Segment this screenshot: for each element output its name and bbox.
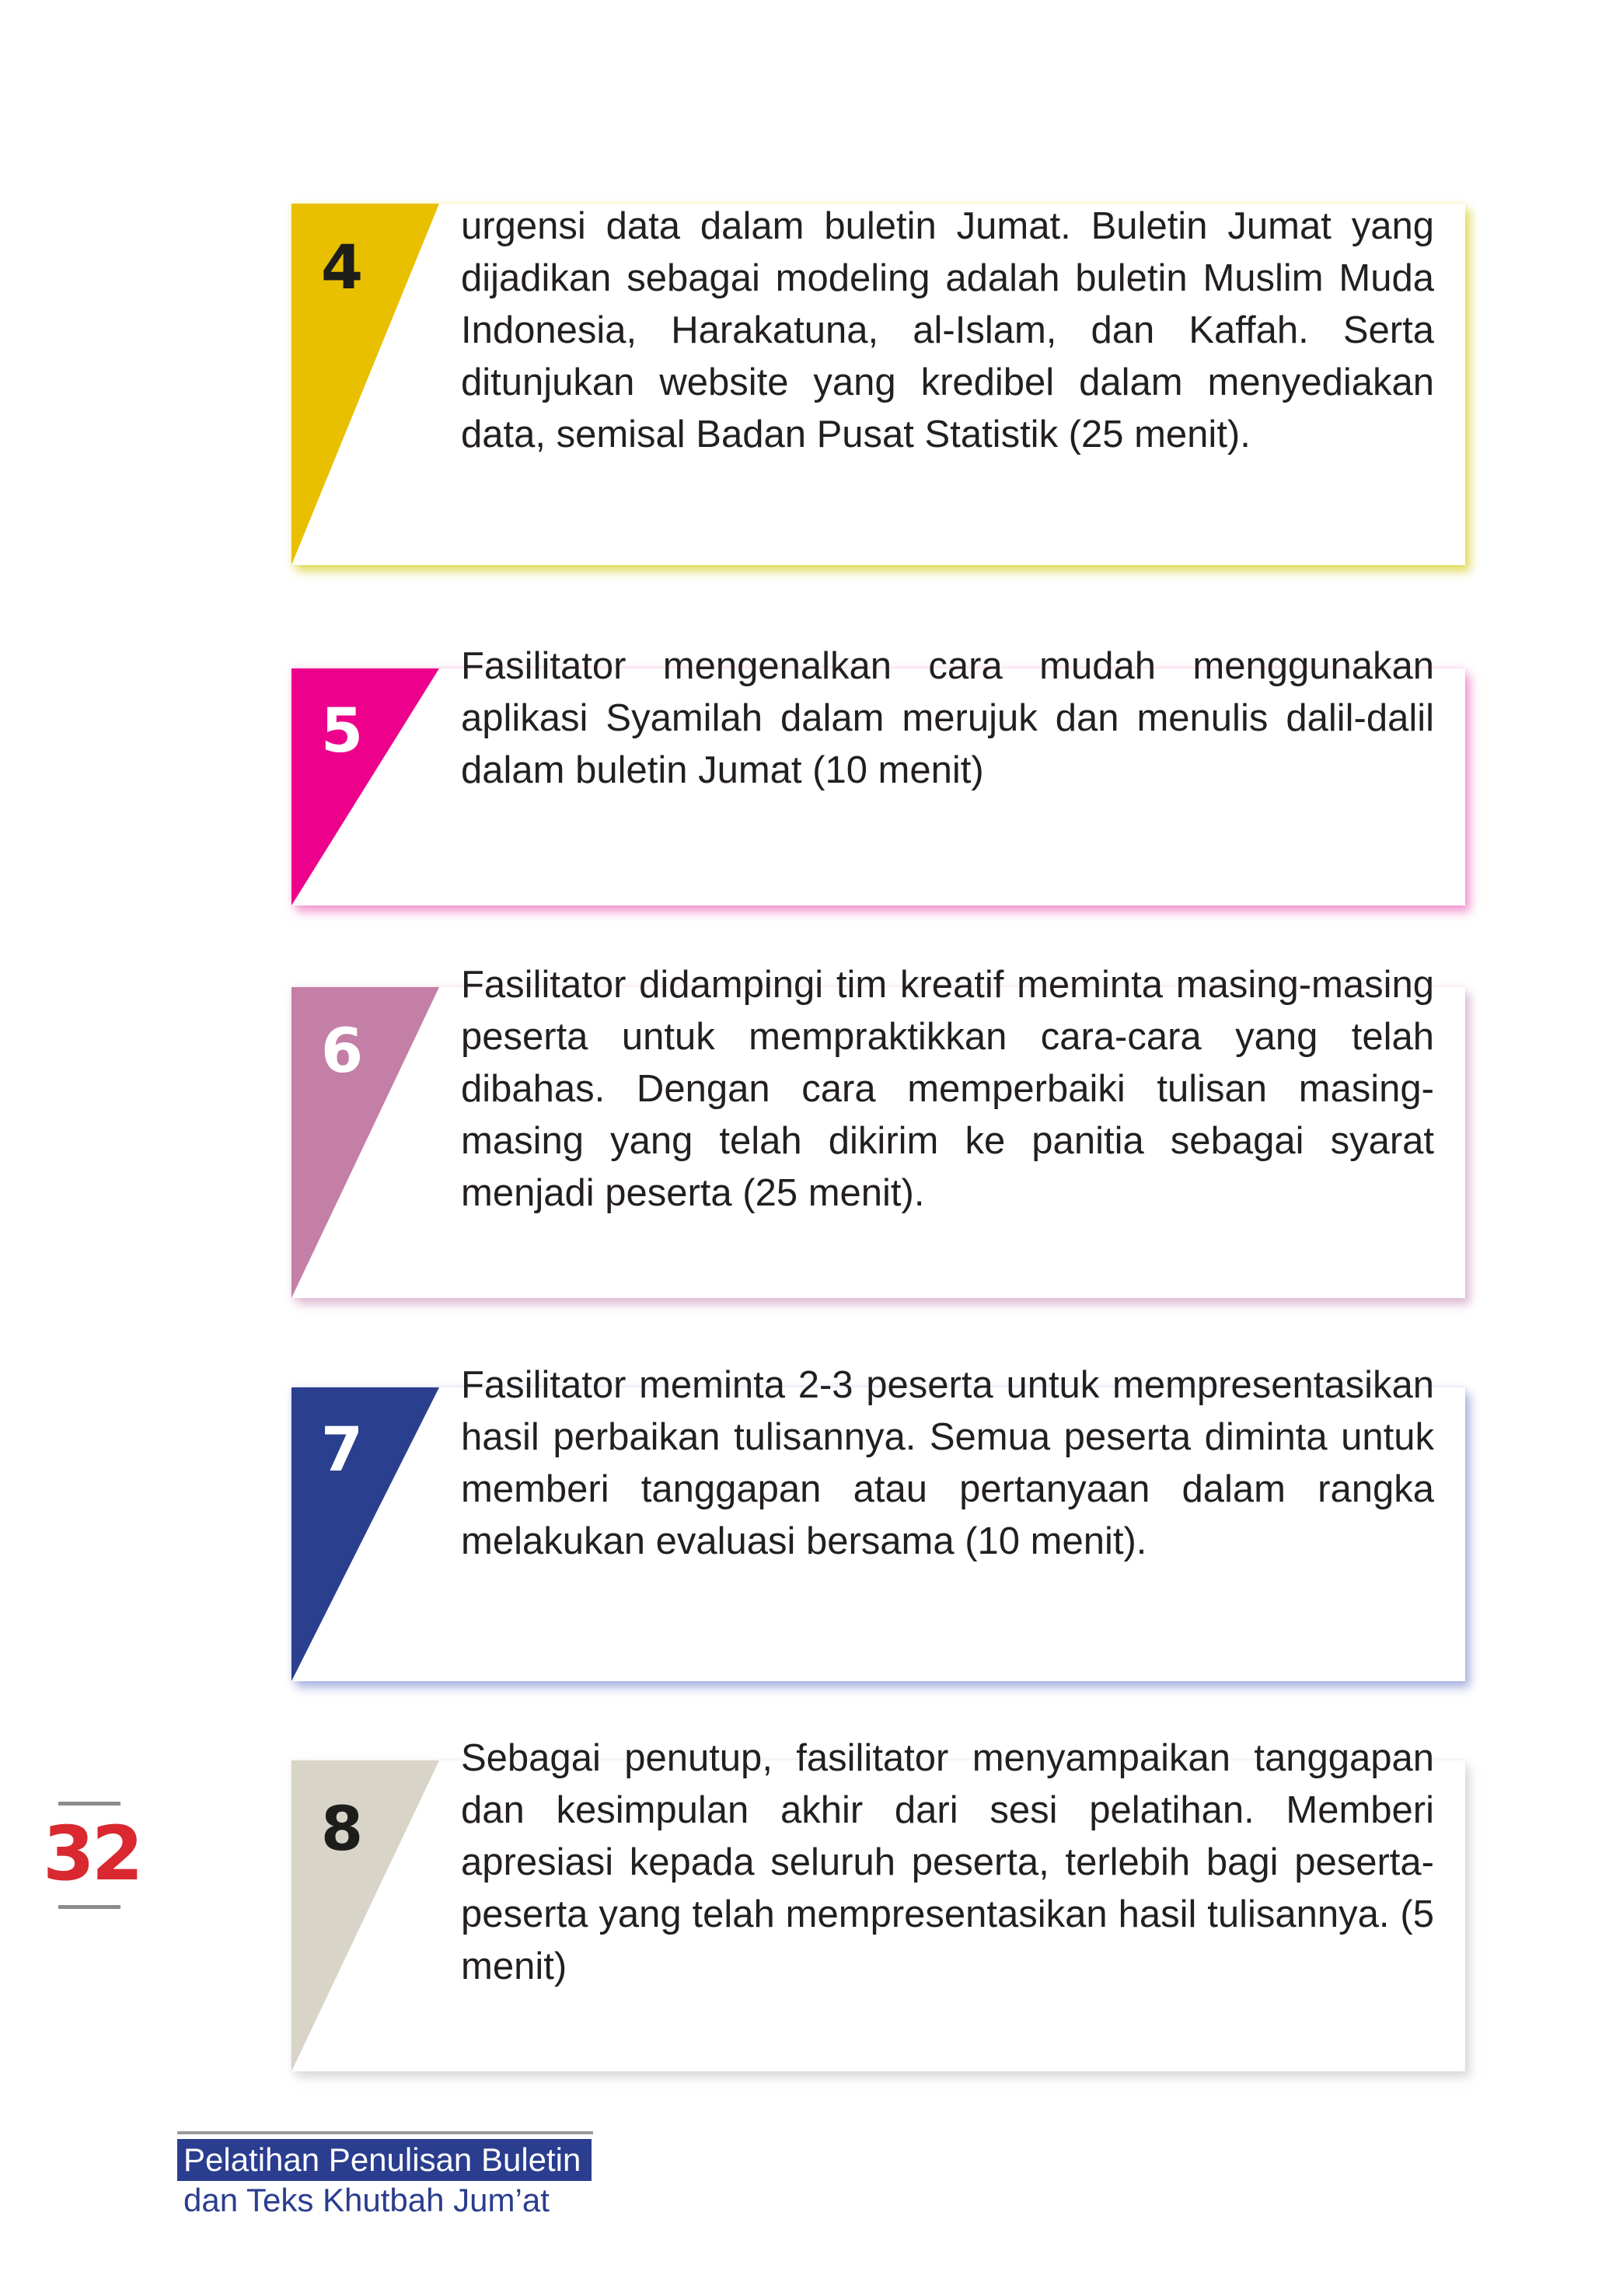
step-card-6	[291, 964, 1465, 1298]
step-number: 7	[320, 1415, 364, 1485]
step-number: 4	[320, 233, 364, 303]
step-card-5	[291, 645, 1465, 905]
footer-line-1: Pelatihan Penulisan Buletin	[177, 2139, 592, 2181]
page-number	[43, 1802, 141, 1909]
step-card-7	[291, 1364, 1465, 1681]
page-number-value: 32	[43, 1810, 141, 1897]
step-card-4	[291, 204, 1465, 565]
footer-title	[177, 2131, 593, 2220]
divider	[58, 1802, 120, 1806]
step-number: 5	[320, 696, 364, 766]
footer-line-2: dan Teks Khutbah Jum’at	[183, 2182, 550, 2218]
step-text: Fasilitator didampingi tim kreatif meminta masing-masing peserta untuk mempraktikkan cara-cara yang telah dibahas. Dengan cara memperbaiki tulisan masing-masing yang telah dikirim ke panitia sebagai syarat menjadi peserta (25 menit).	[461, 964, 1434, 1214]
step-text: Fasilitator meminta 2-3 peserta untuk mempresentasikan hasil perbaikan tulisannya. Semua peserta diminta untuk memberi tanggapan atau pertanyaan dalam rangka melakukan evaluasi bersama (10 menit).	[461, 1364, 1434, 1562]
step-card-8	[291, 1737, 1465, 2071]
divider	[58, 1905, 120, 1909]
step-number: 6	[320, 1017, 364, 1087]
divider	[177, 2131, 593, 2134]
step-text: Sebagai penutup, fasilitator menyampaikan tanggapan dan kesimpulan akhir dari sesi pelatihan. Memberi apresiasi kepada seluruh peserta, terlebih bagi peserta-peserta yang telah mempresentasikan hasil tulisannya. (5 menit)	[461, 1737, 1434, 1987]
step-text: Fasilitator mengenalkan cara mudah menggunakan aplikasi Syamilah dalam merujuk dan menulis dalil-dalil dalam buletin Jumat (10 menit)	[461, 645, 1434, 791]
step-text: urgensi data dalam buletin Jumat. Buletin Jumat yang dijadikan sebagai modeling adalah buletin Muslim Muda Indonesia, Harakatuna, al-Islam, dan Kaffah. Serta ditunjukan website yang kredibel dalam menyediakan data, semisal Badan Pusat Statistik (25 menit).	[461, 205, 1434, 455]
step-number: 8	[320, 1795, 364, 1865]
